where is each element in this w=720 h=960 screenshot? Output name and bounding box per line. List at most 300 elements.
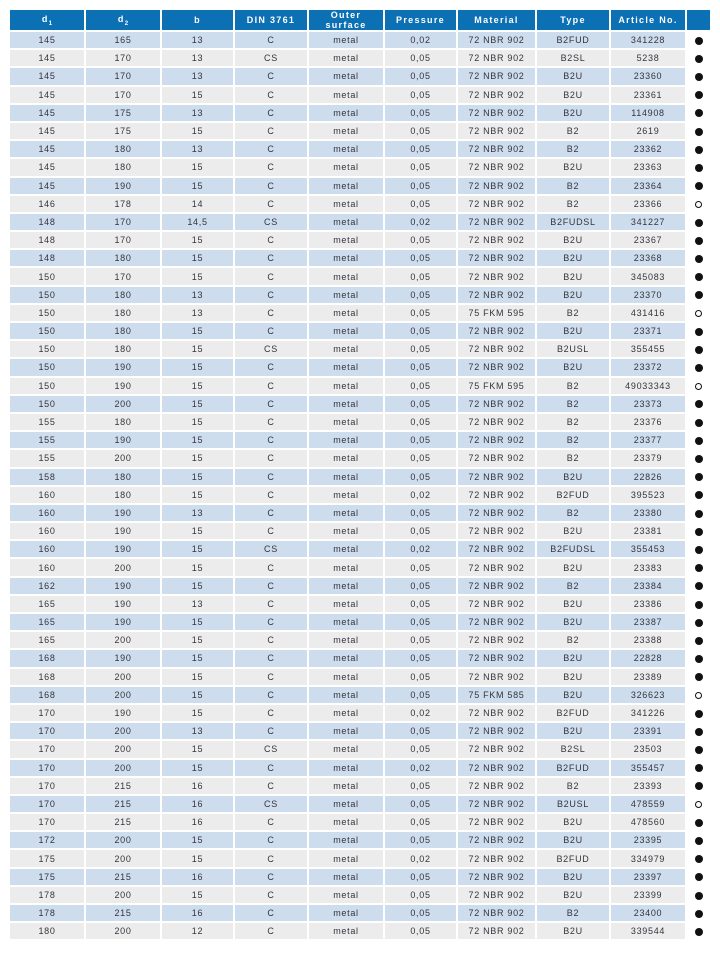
cell-outer: metal [309,523,383,539]
cell-b: 15 [162,469,233,485]
table-row [10,341,710,357]
cell-d2: 200 [86,396,160,412]
filled-circle-icon [695,55,703,63]
cell-d2: 170 [86,68,160,84]
cell-pressure: 0,05 [385,614,456,630]
cell-availability [687,414,710,430]
cell-material: 72 NBR 902 [458,487,535,503]
cell-pressure: 0,05 [385,232,456,248]
cell-type: B2U [537,559,609,575]
cell-din: C [235,887,307,903]
cell-type: B2U [537,323,609,339]
cell-b: 15 [162,232,233,248]
cell-d2: 170 [86,87,160,103]
cell-article: 341227 [611,214,685,230]
cell-d2: 180 [86,250,160,266]
cell-pressure: 0,05 [385,778,456,794]
cell-article: 339544 [611,923,685,939]
cell-din: C [235,450,307,466]
cell-d1: 150 [10,396,84,412]
cell-type: B2FUD [537,487,609,503]
cell-d1: 170 [10,723,84,739]
cell-outer: metal [309,559,383,575]
cell-d2: 175 [86,105,160,121]
cell-din: C [235,923,307,939]
table-row [10,305,710,321]
cell-din: C [235,814,307,830]
cell-b: 16 [162,778,233,794]
cell-b: 15 [162,687,233,703]
table-row [10,68,710,84]
cell-type: B2U [537,469,609,485]
cell-availability [687,614,710,630]
filled-circle-icon [695,400,703,408]
cell-din: C [235,632,307,648]
cell-d1: 158 [10,469,84,485]
open-circle-icon [695,201,703,209]
cell-d2: 200 [86,687,160,703]
cell-d2: 215 [86,905,160,921]
cell-b: 13 [162,68,233,84]
cell-article: 23399 [611,887,685,903]
cell-material: 72 NBR 902 [458,123,535,139]
cell-material: 72 NBR 902 [458,760,535,776]
cell-type: B2FUDSL [537,541,609,557]
cell-material: 72 NBR 902 [458,832,535,848]
cell-d2: 190 [86,614,160,630]
cell-d2: 200 [86,850,160,866]
table-row [10,123,710,139]
cell-outer: metal [309,105,383,121]
cell-b: 13 [162,105,233,121]
cell-d1: 146 [10,196,84,212]
table-row [10,396,710,412]
cell-material: 72 NBR 902 [458,250,535,266]
cell-d1: 145 [10,50,84,66]
cell-d1: 155 [10,450,84,466]
cell-type: B2U [537,614,609,630]
cell-article: 23366 [611,196,685,212]
cell-b: 15 [162,614,233,630]
cell-d1: 178 [10,905,84,921]
cell-b: 15 [162,250,233,266]
cell-d1: 160 [10,523,84,539]
cell-b: 16 [162,814,233,830]
cell-b: 13 [162,50,233,66]
cell-article: 355455 [611,341,685,357]
filled-circle-icon [695,219,703,227]
cell-article: 23381 [611,523,685,539]
cell-d1: 150 [10,378,84,394]
cell-din: C [235,669,307,685]
cell-material: 72 NBR 902 [458,141,535,157]
cell-d2: 170 [86,232,160,248]
table-row [10,469,710,485]
cell-din: C [235,68,307,84]
table-row [10,414,710,430]
table-row [10,50,710,66]
cell-material: 72 NBR 902 [458,359,535,375]
filled-circle-icon [695,910,703,918]
cell-din: C [235,850,307,866]
cell-d2: 200 [86,559,160,575]
cell-type: B2U [537,596,609,612]
table-row [10,705,710,721]
cell-b: 16 [162,869,233,885]
cell-pressure: 0,05 [385,123,456,139]
cell-article: 23379 [611,450,685,466]
filled-circle-icon [695,237,703,245]
cell-d1: 175 [10,869,84,885]
cell-d2: 180 [86,305,160,321]
filled-circle-icon [695,255,703,263]
cell-d2: 180 [86,487,160,503]
cell-din: CS [235,741,307,757]
table-row [10,632,710,648]
table-row [10,923,710,939]
table-row [10,232,710,248]
cell-material: 75 FKM 595 [458,305,535,321]
cell-type: B2U [537,814,609,830]
cell-material: 72 NBR 902 [458,196,535,212]
cell-material: 72 NBR 902 [458,650,535,666]
open-circle-icon [695,692,703,700]
cell-din: C [235,196,307,212]
cell-type: B2 [537,432,609,448]
cell-pressure: 0,05 [385,305,456,321]
cell-outer: metal [309,778,383,794]
cell-b: 14,5 [162,214,233,230]
cell-pressure: 0,05 [385,141,456,157]
cell-type: B2U [537,105,609,121]
cell-din: C [235,905,307,921]
cell-outer: metal [309,541,383,557]
cell-din: C [235,178,307,194]
table-row [10,869,710,885]
cell-type: B2U [537,923,609,939]
cell-d1: 145 [10,159,84,175]
cell-din: C [235,432,307,448]
cell-pressure: 0,05 [385,414,456,430]
cell-material: 72 NBR 902 [458,469,535,485]
cell-d2: 215 [86,814,160,830]
cell-d1: 168 [10,669,84,685]
cell-outer: metal [309,341,383,357]
cell-din: CS [235,50,307,66]
cell-d2: 190 [86,523,160,539]
cell-outer: metal [309,723,383,739]
cell-din: C [235,469,307,485]
cell-pressure: 0,05 [385,250,456,266]
cell-material: 72 NBR 902 [458,869,535,885]
cell-pressure: 0,05 [385,578,456,594]
table-row [10,796,710,812]
table-row [10,650,710,666]
filled-circle-icon [695,328,703,336]
table-row [10,523,710,539]
cell-article: 395523 [611,487,685,503]
cell-type: B2 [537,450,609,466]
cell-type: B2USL [537,796,609,812]
cell-type: B2U [537,687,609,703]
cell-pressure: 0,05 [385,687,456,703]
cell-d2: 180 [86,287,160,303]
cell-type: B2USL [537,341,609,357]
cell-outer: metal [309,596,383,612]
cell-outer: metal [309,869,383,885]
cell-d1: 165 [10,596,84,612]
cell-material: 72 NBR 902 [458,268,535,284]
filled-circle-icon [695,437,703,445]
filled-circle-icon [695,473,703,481]
cell-b: 15 [162,541,233,557]
cell-availability [687,850,710,866]
filled-circle-icon [695,637,703,645]
table-row [10,814,710,830]
cell-pressure: 0,05 [385,741,456,757]
cell-pressure: 0,02 [385,760,456,776]
cell-type: B2U [537,287,609,303]
cell-type: B2 [537,305,609,321]
cell-d1: 160 [10,487,84,503]
cell-type: B2 [537,141,609,157]
table-row [10,105,710,121]
cell-material: 72 NBR 902 [458,887,535,903]
cell-b: 15 [162,760,233,776]
cell-availability [687,778,710,794]
cell-availability [687,869,710,885]
cell-d2: 180 [86,323,160,339]
table-row [10,596,710,612]
cell-article: 23371 [611,323,685,339]
table-row [10,850,710,866]
cell-availability [687,705,710,721]
cell-pressure: 0,02 [385,487,456,503]
cell-material: 72 NBR 902 [458,87,535,103]
cell-din: C [235,487,307,503]
filled-circle-icon [695,819,703,827]
cell-article: 23391 [611,723,685,739]
cell-d1: 180 [10,923,84,939]
cell-pressure: 0,02 [385,32,456,48]
column-header-material: Material [458,10,535,30]
cell-material: 72 NBR 902 [458,396,535,412]
filled-circle-icon [695,346,703,354]
filled-circle-icon [695,582,703,590]
cell-outer: metal [309,68,383,84]
cell-article: 2619 [611,123,685,139]
cell-article: 23400 [611,905,685,921]
cell-d1: 145 [10,68,84,84]
cell-availability [687,232,710,248]
filled-circle-icon [695,128,703,136]
table-header-row [10,10,710,30]
cell-pressure: 0,05 [385,287,456,303]
cell-type: B2U [537,887,609,903]
cell-d2: 200 [86,923,160,939]
cell-pressure: 0,05 [385,378,456,394]
cell-availability [687,650,710,666]
cell-pressure: 0,05 [385,905,456,921]
cell-material: 72 NBR 902 [458,632,535,648]
cell-b: 14 [162,196,233,212]
cell-availability [687,196,710,212]
cell-material: 72 NBR 902 [458,50,535,66]
cell-pressure: 0,05 [385,159,456,175]
cell-din: C [235,778,307,794]
cell-d1: 150 [10,323,84,339]
cell-article: 23360 [611,68,685,84]
cell-outer: metal [309,450,383,466]
cell-d1: 165 [10,614,84,630]
cell-d2: 200 [86,760,160,776]
filled-circle-icon [695,710,703,718]
cell-type: B2U [537,359,609,375]
cell-material: 72 NBR 902 [458,178,535,194]
column-header-type: Type [537,10,609,30]
cell-d1: 162 [10,578,84,594]
cell-article: 23376 [611,414,685,430]
filled-circle-icon [695,855,703,863]
table-row [10,723,710,739]
cell-b: 15 [162,832,233,848]
cell-outer: metal [309,159,383,175]
cell-type: B2 [537,414,609,430]
cell-availability [687,669,710,685]
cell-b: 12 [162,923,233,939]
table-row [10,450,710,466]
cell-b: 15 [162,850,233,866]
cell-outer: metal [309,760,383,776]
cell-outer: metal [309,123,383,139]
cell-b: 16 [162,796,233,812]
filled-circle-icon [695,73,703,81]
cell-din: C [235,869,307,885]
cell-material: 72 NBR 902 [458,105,535,121]
cell-material: 72 NBR 902 [458,505,535,521]
cell-outer: metal [309,359,383,375]
cell-article: 23387 [611,614,685,630]
cell-din: CS [235,541,307,557]
cell-b: 13 [162,505,233,521]
cell-d1: 165 [10,632,84,648]
cell-d2: 180 [86,159,160,175]
cell-d2: 200 [86,723,160,739]
cell-availability [687,887,710,903]
cell-pressure: 0,05 [385,68,456,84]
cell-material: 72 NBR 902 [458,450,535,466]
cell-d2: 200 [86,741,160,757]
cell-material: 72 NBR 902 [458,287,535,303]
cell-pressure: 0,05 [385,814,456,830]
cell-b: 15 [162,632,233,648]
cell-availability [687,432,710,448]
cell-availability [687,596,710,612]
cell-din: C [235,378,307,394]
cell-availability [687,141,710,157]
cell-d1: 175 [10,850,84,866]
cell-pressure: 0,05 [385,105,456,121]
cell-material: 72 NBR 902 [458,159,535,175]
cell-availability [687,68,710,84]
cell-d1: 155 [10,414,84,430]
cell-d1: 148 [10,214,84,230]
cell-type: B2U [537,268,609,284]
filled-circle-icon [695,164,703,172]
cell-d1: 160 [10,559,84,575]
column-header-outer: Outer surface [309,10,383,30]
cell-availability [687,178,710,194]
filled-circle-icon [695,455,703,463]
cell-d2: 190 [86,541,160,557]
cell-b: 15 [162,159,233,175]
cell-availability [687,469,710,485]
cell-b: 15 [162,487,233,503]
cell-pressure: 0,05 [385,596,456,612]
cell-pressure: 0,05 [385,341,456,357]
cell-article: 23373 [611,396,685,412]
cell-outer: metal [309,687,383,703]
cell-material: 72 NBR 902 [458,214,535,230]
cell-outer: metal [309,414,383,430]
cell-din: CS [235,341,307,357]
cell-outer: metal [309,741,383,757]
cell-d1: 170 [10,741,84,757]
cell-din: C [235,159,307,175]
filled-circle-icon [695,928,703,936]
cell-material: 72 NBR 902 [458,559,535,575]
cell-d1: 170 [10,705,84,721]
cell-b: 13 [162,32,233,48]
cell-type: B2U [537,232,609,248]
cell-b: 15 [162,887,233,903]
cell-type: B2 [537,378,609,394]
cell-d2: 200 [86,887,160,903]
cell-d1: 150 [10,341,84,357]
table-row [10,487,710,503]
cell-din: C [235,832,307,848]
cell-article: 355453 [611,541,685,557]
filled-circle-icon [695,564,703,572]
cell-pressure: 0,05 [385,723,456,739]
cell-d1: 168 [10,650,84,666]
cell-outer: metal [309,832,383,848]
cell-d1: 170 [10,778,84,794]
cell-article: 341226 [611,705,685,721]
cell-b: 13 [162,596,233,612]
cell-din: C [235,268,307,284]
cell-din: C [235,141,307,157]
cell-outer: metal [309,214,383,230]
cell-article: 478559 [611,796,685,812]
cell-article: 5238 [611,50,685,66]
cell-d1: 170 [10,814,84,830]
cell-d2: 200 [86,669,160,685]
column-header-d2: $d_2$ [86,10,160,30]
cell-din: C [235,523,307,539]
cell-material: 72 NBR 902 [458,68,535,84]
cell-type: B2 [537,396,609,412]
cell-d2: 200 [86,450,160,466]
cell-din: C [235,723,307,739]
filled-circle-icon [695,601,703,609]
cell-pressure: 0,05 [385,832,456,848]
cell-din: C [235,505,307,521]
cell-pressure: 0,05 [385,50,456,66]
table-header [10,10,710,30]
cell-pressure: 0,05 [385,887,456,903]
cell-outer: metal [309,287,383,303]
